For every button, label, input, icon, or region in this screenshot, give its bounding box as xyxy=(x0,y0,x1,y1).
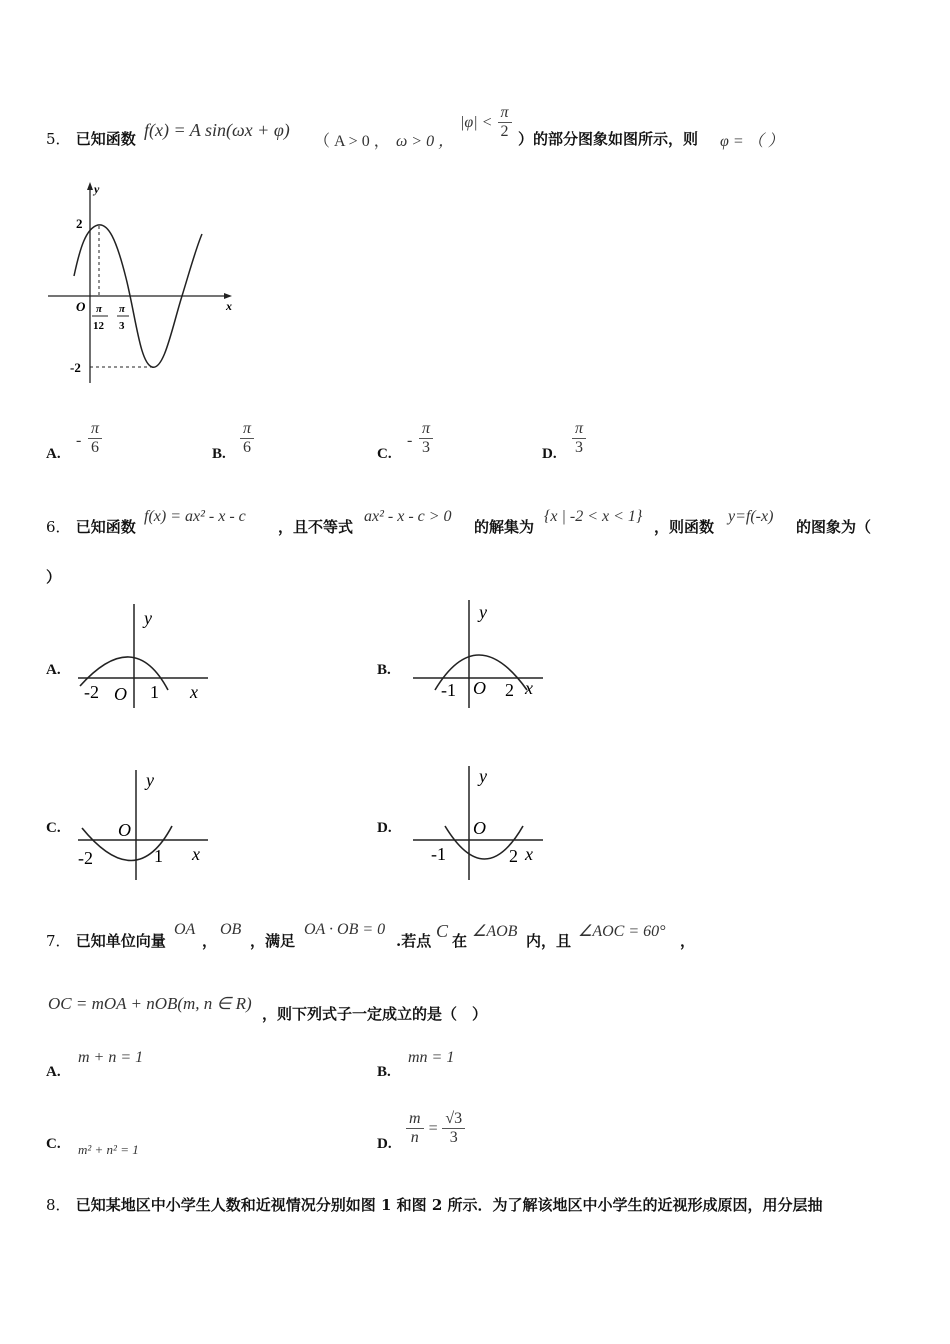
q6-c-y-label: y xyxy=(146,770,154,790)
q5-cond-phi-lhs: |φ| < xyxy=(460,114,493,131)
q6-b-tick-right: 2 xyxy=(505,680,514,700)
q5-option-b-label: B. xyxy=(212,446,226,462)
q6-function: f(x) = ax² - x - c xyxy=(144,508,246,525)
q6-b-origin: O xyxy=(473,678,486,698)
q5-option-b-den: 6 xyxy=(243,439,251,456)
q5-function: f(x) = A sin(ωx + φ) xyxy=(144,120,290,140)
q5-sine-graph xyxy=(40,178,240,388)
q6-b-tick-left: -1 xyxy=(441,680,456,700)
q7-option-a: m + n = 1 xyxy=(78,1049,144,1066)
q5-graph-origin: O xyxy=(76,299,86,314)
q5-tail2: φ = （ ） xyxy=(720,133,784,150)
q6-lead: 已知函数 xyxy=(75,518,136,536)
q6-c-x-label: x xyxy=(192,844,200,864)
q7-mid4: 内，且 xyxy=(526,932,572,950)
q6-close: ） xyxy=(46,568,62,586)
q5-option-d-num: π xyxy=(572,420,586,439)
q6-option-b-graph xyxy=(405,596,555,708)
q6-tail: 的图象为（ xyxy=(796,518,872,536)
q5-cond-phi-den: 2 xyxy=(500,123,509,140)
q7-option-d-label[interactable]: D. xyxy=(377,1136,392,1152)
q7-mid1: ，满足 xyxy=(250,932,296,950)
q6-b-y-label: y xyxy=(479,602,487,622)
q6-d-y-label: y xyxy=(479,766,487,786)
q6-option-a-label[interactable]: A. xyxy=(46,662,61,678)
q7-option-d-lhs-num: m xyxy=(406,1110,424,1129)
q7-number: 7． xyxy=(46,932,71,950)
q5-cond-phi-frac xyxy=(498,104,512,141)
q5-graph-x-label: x xyxy=(226,299,232,313)
q6-d-origin: O xyxy=(473,818,486,838)
q7-angle-aoc: ∠AOC = 60° xyxy=(578,923,666,940)
q5-cond-phi-num: π xyxy=(498,104,512,123)
q6-function2: y=f(-x) xyxy=(728,508,774,525)
q7-option-b-label[interactable]: B. xyxy=(377,1064,391,1080)
q5-graph-ytick-top: 2 xyxy=(76,216,83,231)
q7-comma: ， xyxy=(202,932,218,950)
q5-option-a-frac xyxy=(88,420,102,457)
q8-number: 8． xyxy=(46,1196,71,1214)
q7-line xyxy=(46,930,166,951)
q5-cond-phi xyxy=(460,104,512,141)
q7-mid2: .若点 xyxy=(396,932,432,950)
q5-lead: 已知函数 xyxy=(75,130,136,148)
q5-option-c-sign: - xyxy=(407,432,413,449)
q5-option-a-den: 6 xyxy=(91,439,99,456)
q7-option-a-label[interactable]: A. xyxy=(46,1064,61,1080)
q7-option-d-lhs-den: n xyxy=(410,1129,419,1146)
q5-tail: ）的部分图象如图所示，则 xyxy=(518,130,699,148)
q7-line2-tail: ，则下列式子一定成立的是（ ） xyxy=(262,1005,488,1023)
q7-angle-aob: ∠AOB xyxy=(472,923,518,940)
q7-option-d-rhs-num: √3 xyxy=(442,1110,465,1129)
q6-mid1: ，且不等式 xyxy=(278,518,354,536)
q5-graph-y-label: y xyxy=(94,182,100,196)
q6-number: 6． xyxy=(46,518,71,536)
q7-vector-ob: OB xyxy=(220,921,242,938)
q5-option-a-num: π xyxy=(88,420,102,439)
q7-point-c: C xyxy=(436,921,449,941)
q5-cond-a: （ A > 0 ， xyxy=(314,133,390,150)
q7-option-d xyxy=(406,1110,465,1147)
q6-option-b-label[interactable]: B. xyxy=(377,662,391,678)
q5-option-b-frac xyxy=(240,420,254,457)
q6-inequality: ax² - x - c > 0 xyxy=(364,508,452,525)
q8-text: 已知某地区中小学生人数和近视情况分别如图 1 和图 2 所示．为了解该地区中小学生的近视形成原因，用分层抽 xyxy=(75,1196,823,1214)
q6-d-tick-left: -1 xyxy=(431,844,446,864)
q6-a-origin: O xyxy=(114,684,127,704)
q5-graph-xtick1-den: 12 xyxy=(93,320,104,332)
q6-d-tick-right: 2 xyxy=(509,846,518,866)
q5-graph-xtick2-den: 3 xyxy=(119,320,125,332)
q5-option-d-den: 3 xyxy=(575,439,583,456)
q5-option-a-sign: - xyxy=(76,432,82,449)
q6-a-tick-left: -2 xyxy=(84,682,99,702)
q7-option-b: mn = 1 xyxy=(408,1049,455,1066)
q5-line xyxy=(46,128,136,149)
q7-dot-product: OA · OB = 0 xyxy=(304,921,386,938)
q5-option-b-num: π xyxy=(240,420,254,439)
q5-cond-omega: ω > 0 ， xyxy=(396,133,455,150)
q7-option-c-label[interactable]: C. xyxy=(46,1136,61,1152)
q6-d-x-label: x xyxy=(525,844,533,864)
q6-option-c-label[interactable]: C. xyxy=(46,820,61,836)
q8-line xyxy=(46,1194,823,1215)
q6-line xyxy=(46,516,136,537)
q7-vector-oa: OA xyxy=(174,921,196,938)
q6-option-c-graph xyxy=(70,764,220,882)
q7-option-c: m² + n² = 1 xyxy=(78,1142,139,1157)
q7-option-d-rhs-den: 3 xyxy=(449,1129,458,1146)
q6-a-tick-right: 1 xyxy=(150,682,159,702)
q5-option-c-label: C. xyxy=(377,446,392,462)
q6-option-a-graph xyxy=(70,596,220,708)
q7-option-d-rhs xyxy=(442,1110,465,1147)
q5-option-d-frac xyxy=(572,420,586,457)
q6-mid2: 的解集为 xyxy=(474,518,535,536)
q6-option-d-graph xyxy=(405,764,555,882)
q5-graph-ytick-bottom: -2 xyxy=(70,360,81,375)
q6-a-x-label: x xyxy=(190,682,198,702)
q7-end: ， xyxy=(680,932,696,950)
q5-option-d-label: D. xyxy=(542,446,557,462)
q6-option-d-label[interactable]: D. xyxy=(377,820,392,836)
q6-c-tick-left: -2 xyxy=(78,848,93,868)
q6-a-y-label: y xyxy=(144,608,152,628)
q5-option-c-frac xyxy=(419,420,433,457)
q6-solution-set: {x | -2 < x < 1} xyxy=(544,508,643,525)
q6-c-tick-right: 1 xyxy=(154,846,163,866)
q5-number: 5． xyxy=(46,130,71,148)
q7-lead: 已知单位向量 xyxy=(75,932,166,950)
q7-option-d-lhs xyxy=(406,1110,424,1147)
q7-mid3: 在 xyxy=(452,932,468,950)
q7-line2-formula: OC = mOA + nOB(m, n ∈ R) xyxy=(48,994,252,1013)
q6-b-x-label: x xyxy=(525,678,533,698)
q5-option-c-den: 3 xyxy=(422,439,430,456)
q6-mid3: ，则函数 xyxy=(654,518,715,536)
q5-option-c-num: π xyxy=(419,420,433,439)
q5-graph-xtick1-num: π xyxy=(96,303,103,315)
q5-option-a-label: A. xyxy=(46,446,61,462)
q5-graph-xtick2-num: π xyxy=(119,303,126,315)
q7-option-d-equals: = xyxy=(427,1119,439,1137)
q6-c-origin: O xyxy=(118,820,131,840)
